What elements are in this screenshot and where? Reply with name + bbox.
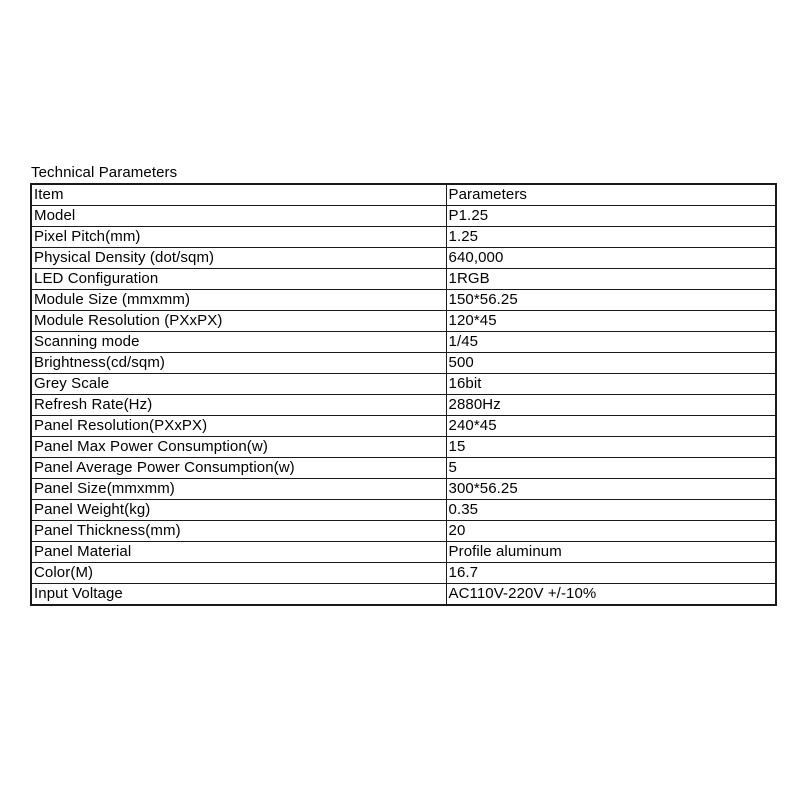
table-row bbox=[31, 458, 776, 479]
table-row bbox=[31, 521, 776, 542]
item-cell: Refresh Rate(Hz) bbox=[31, 395, 446, 416]
item-cell: Grey Scale bbox=[31, 374, 446, 395]
value-cell: P1.25 bbox=[446, 206, 776, 227]
item-cell: Input Voltage bbox=[31, 584, 446, 606]
table-row bbox=[31, 437, 776, 458]
item-cell: Module Size (mmxmm) bbox=[31, 290, 446, 311]
item-cell: LED Configuration bbox=[31, 269, 446, 290]
table-row bbox=[31, 563, 776, 584]
header-cell-item: Item bbox=[31, 184, 446, 206]
value-cell: 1/45 bbox=[446, 332, 776, 353]
table-row bbox=[31, 269, 776, 290]
table-row bbox=[31, 416, 776, 437]
value-cell: 15 bbox=[446, 437, 776, 458]
value-cell: 16bit bbox=[446, 374, 776, 395]
header-cell-parameters: Parameters bbox=[446, 184, 776, 206]
value-cell: 640,000 bbox=[446, 248, 776, 269]
table-row bbox=[31, 500, 776, 521]
value-cell: 1.25 bbox=[446, 227, 776, 248]
table-row bbox=[31, 248, 776, 269]
table-row bbox=[31, 290, 776, 311]
value-cell: 2880Hz bbox=[446, 395, 776, 416]
item-cell: Color(M) bbox=[31, 563, 446, 584]
table-row bbox=[31, 395, 776, 416]
item-cell: Scanning mode bbox=[31, 332, 446, 353]
value-cell: 20 bbox=[446, 521, 776, 542]
technical-parameters-table bbox=[30, 183, 777, 606]
table-row bbox=[31, 374, 776, 395]
value-cell: 300*56.25 bbox=[446, 479, 776, 500]
value-cell: Profile aluminum bbox=[446, 542, 776, 563]
table-row bbox=[31, 353, 776, 374]
value-cell: 16.7 bbox=[446, 563, 776, 584]
item-cell: Model bbox=[31, 206, 446, 227]
table-row bbox=[31, 479, 776, 500]
item-cell: Panel Max Power Consumption(w) bbox=[31, 437, 446, 458]
item-cell: Physical Density (dot/sqm) bbox=[31, 248, 446, 269]
value-cell: 120*45 bbox=[446, 311, 776, 332]
item-cell: Panel Material bbox=[31, 542, 446, 563]
item-cell: Panel Size(mmxmm) bbox=[31, 479, 446, 500]
value-cell: 500 bbox=[446, 353, 776, 374]
table-row bbox=[31, 206, 776, 227]
value-cell: 0.35 bbox=[446, 500, 776, 521]
item-cell: Brightness(cd/sqm) bbox=[31, 353, 446, 374]
table-row bbox=[31, 584, 776, 606]
item-cell: Panel Thickness(mm) bbox=[31, 521, 446, 542]
table-row bbox=[31, 332, 776, 353]
value-cell: 240*45 bbox=[446, 416, 776, 437]
value-cell: 5 bbox=[446, 458, 776, 479]
value-cell: AC110V-220V +/-10% bbox=[446, 584, 776, 606]
item-cell: Panel Weight(kg) bbox=[31, 500, 446, 521]
item-cell: Panel Average Power Consumption(w) bbox=[31, 458, 446, 479]
item-cell: Panel Resolution(PXxPX) bbox=[31, 416, 446, 437]
item-cell: Pixel Pitch(mm) bbox=[31, 227, 446, 248]
item-cell: Module Resolution (PXxPX) bbox=[31, 311, 446, 332]
table-row bbox=[31, 542, 776, 563]
table-caption: Technical Parameters bbox=[31, 164, 178, 181]
value-cell: 1RGB bbox=[446, 269, 776, 290]
table-row bbox=[31, 227, 776, 248]
table-row bbox=[31, 311, 776, 332]
table-header-row bbox=[31, 184, 776, 206]
value-cell: 150*56.25 bbox=[446, 290, 776, 311]
